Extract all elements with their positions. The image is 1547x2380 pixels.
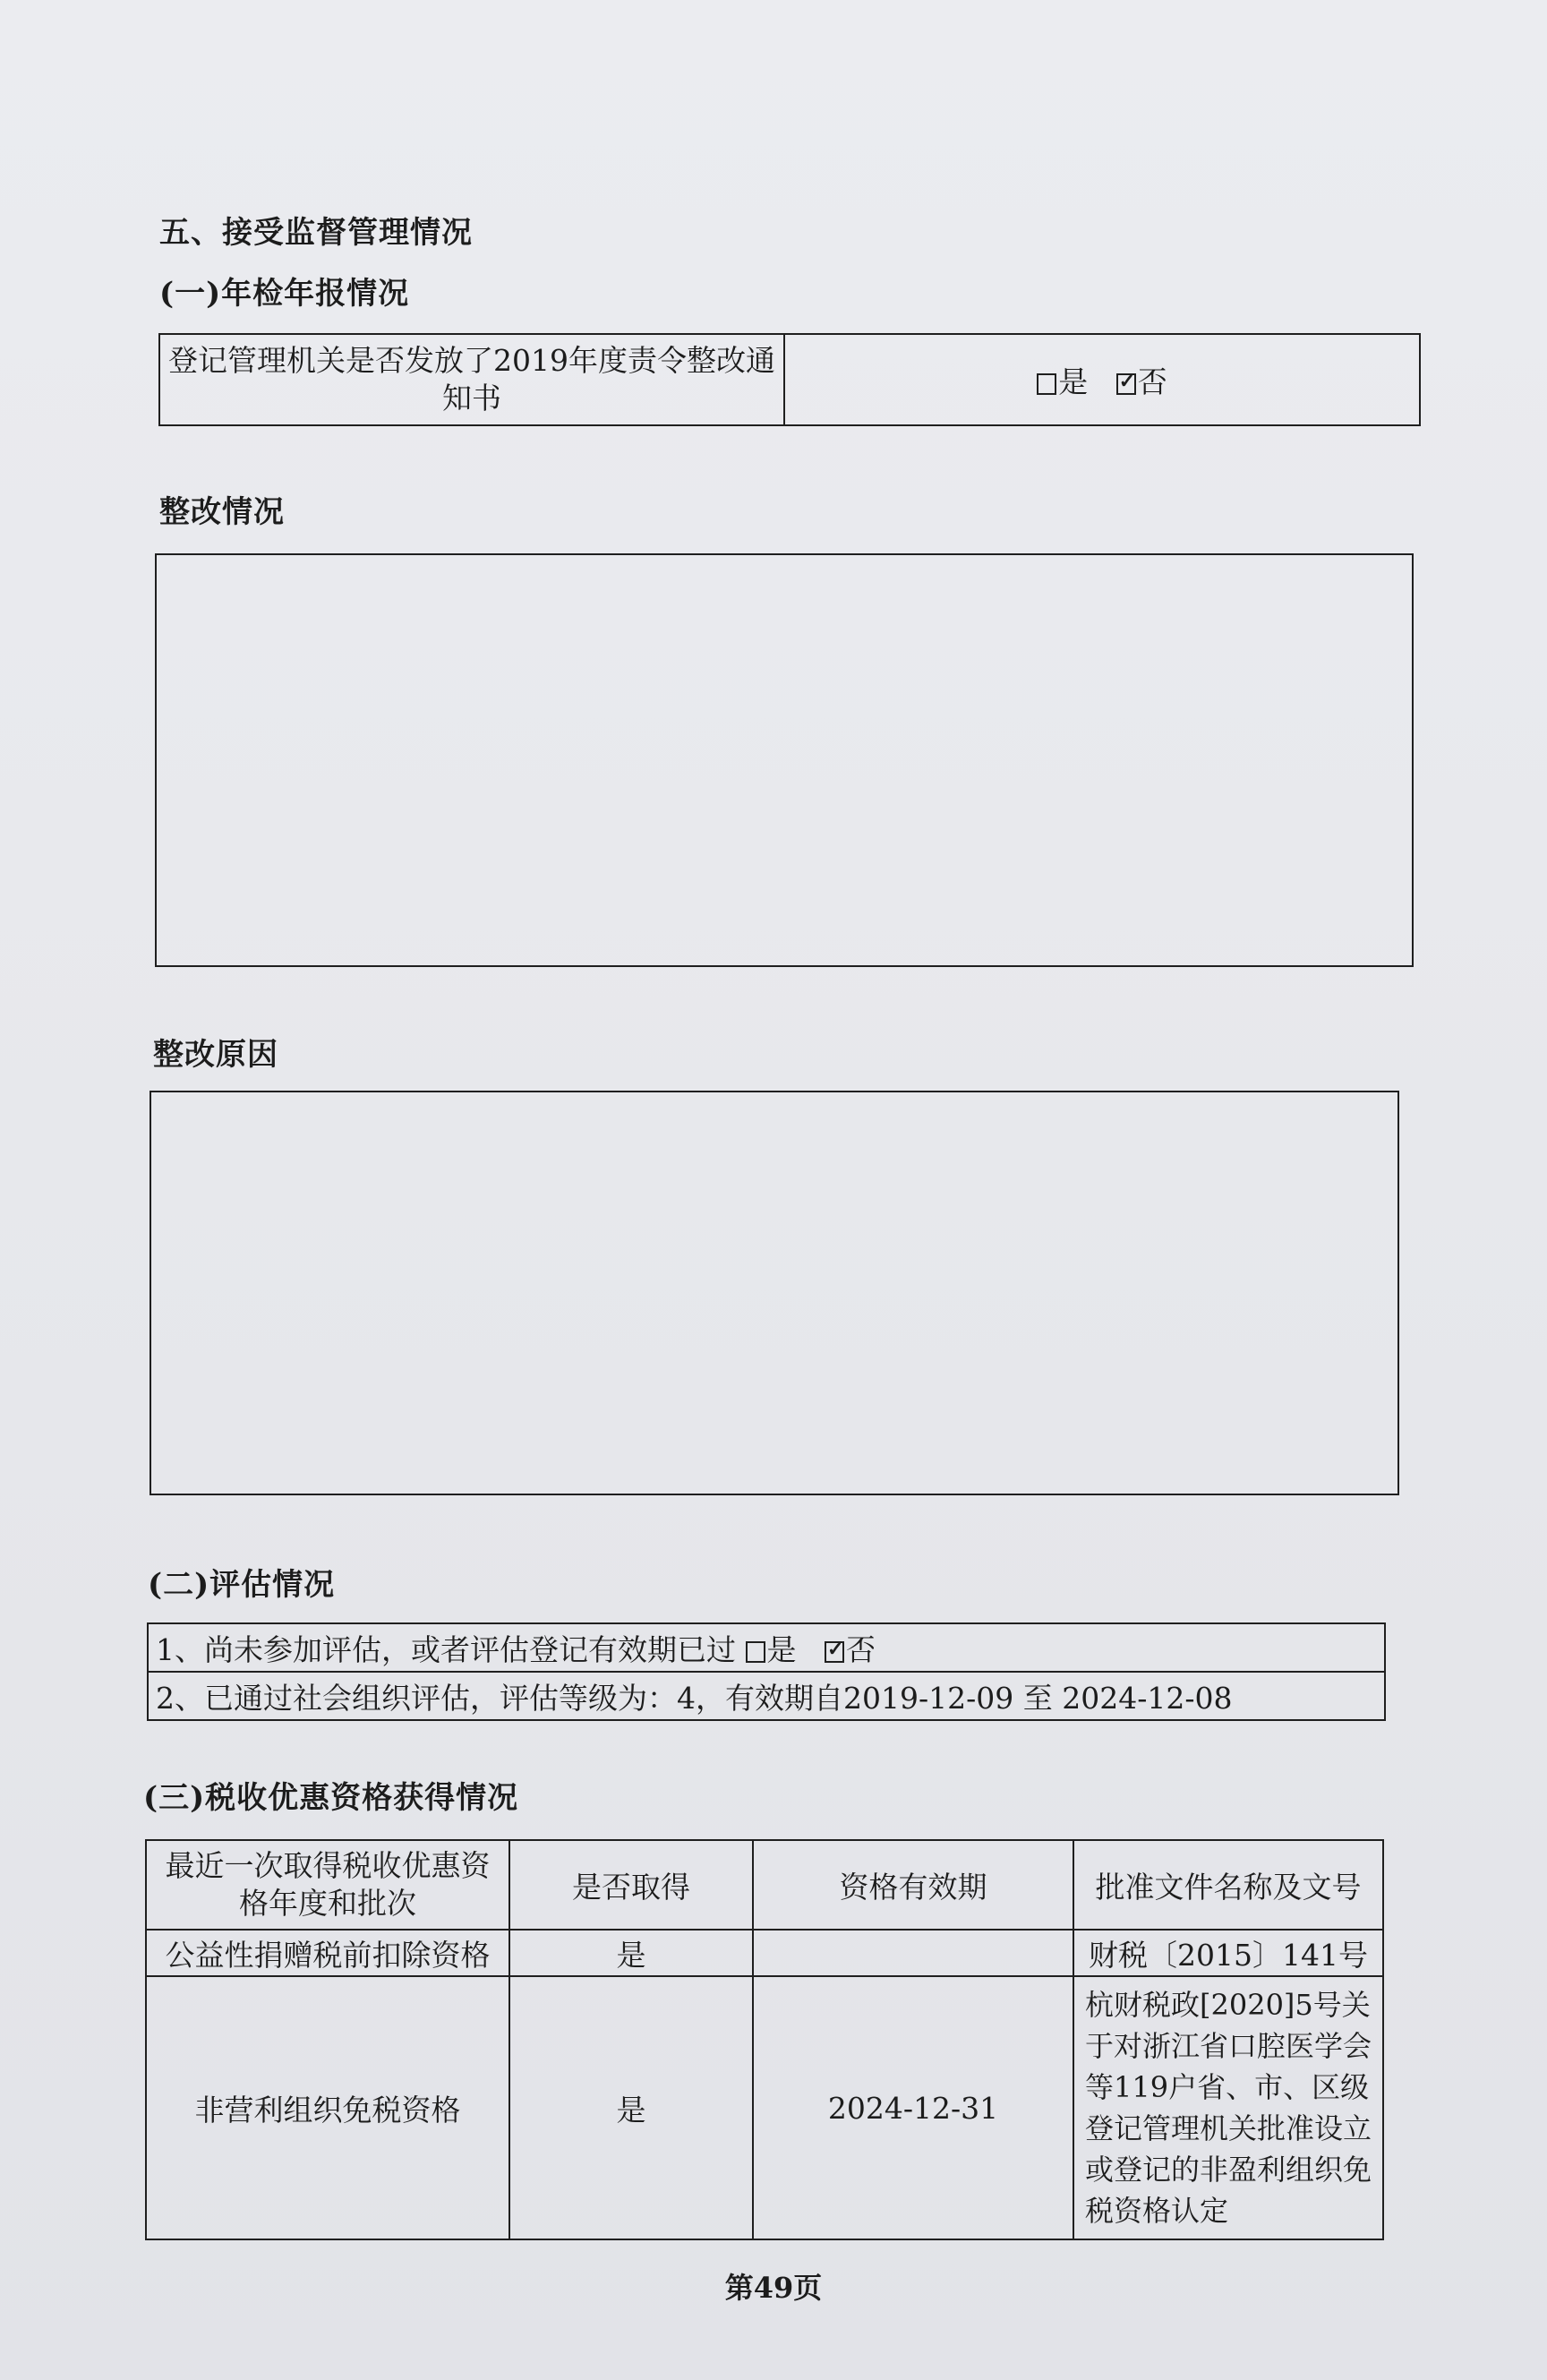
yes-checkbox-icon[interactable] [1037, 373, 1056, 395]
tax-row-2-document: 杭财税政[2020]5号关于对浙江省口腔医学会等119户省、市、区级登记管理机关批准设立或登记的非盈利组织免税资格认定 [1073, 1976, 1383, 2239]
evaluation-yes-option[interactable]: 是 [746, 1632, 807, 1667]
evaluation-heading: (二)评估情况 [148, 1567, 336, 1603]
tax-row-2-obtained: 是 [509, 1976, 753, 2239]
tax-header-validity: 资格有效期 [753, 1840, 1073, 1930]
tax-row-2-validity: 2024-12-31 [753, 1976, 1073, 2239]
annual-options [784, 334, 1420, 425]
annual-yes-option[interactable]: 是 [1037, 364, 1098, 399]
tax-heading: (三)税收优惠资格获得情况 [143, 1780, 519, 1816]
yes-checkbox-icon[interactable] [746, 1641, 765, 1663]
evaluation-no-option[interactable]: ✓ 否 [825, 1632, 876, 1667]
evaluation-row-2: 2、已通过社会组织评估，评估等级为：4，有效期自2019-12-09 至 2024-12-08 [148, 1672, 1385, 1720]
page-number: 第49页 [724, 2271, 823, 2305]
tax-table [145, 1839, 1384, 2240]
no-checkbox-icon[interactable]: ✓ [825, 1641, 844, 1663]
rectify-status-box [155, 553, 1414, 967]
tax-header-obtained: 是否取得 [509, 1840, 753, 1930]
no-checkbox-icon[interactable]: ✓ [1116, 373, 1136, 395]
tax-row-1-obtained: 是 [509, 1930, 753, 1976]
rectify-reason-box [150, 1091, 1399, 1495]
rectify-status-heading: 整改情况 [159, 494, 285, 530]
annual-table [158, 333, 1421, 426]
tax-header-year: 最近一次取得税收优惠资格年度和批次 [146, 1840, 509, 1930]
tax-row-1-validity [753, 1930, 1073, 1976]
evaluation-table [147, 1622, 1386, 1721]
section-title: 五、接受监督管理情况 [159, 215, 473, 251]
tax-header-document: 批准文件名称及文号 [1073, 1840, 1383, 1930]
annual-question: 登记管理机关是否发放了2019年度责令整改通知书 [159, 334, 784, 425]
evaluation-row-1: 1、尚未参加评估，或者评估登记有效期已过 是 ✓ 否 [148, 1623, 1385, 1672]
annual-no-option[interactable]: ✓ 否 [1116, 364, 1167, 399]
tax-row-1-document: 财税〔2015〕141号 [1073, 1930, 1383, 1976]
tax-row-2-item: 非营利组织免税资格 [146, 1976, 509, 2239]
annual-heading: (一)年检年报情况 [159, 276, 410, 312]
rectify-reason-heading: 整改原因 [153, 1037, 278, 1073]
tax-row-1-item: 公益性捐赠税前扣除资格 [146, 1930, 509, 1976]
